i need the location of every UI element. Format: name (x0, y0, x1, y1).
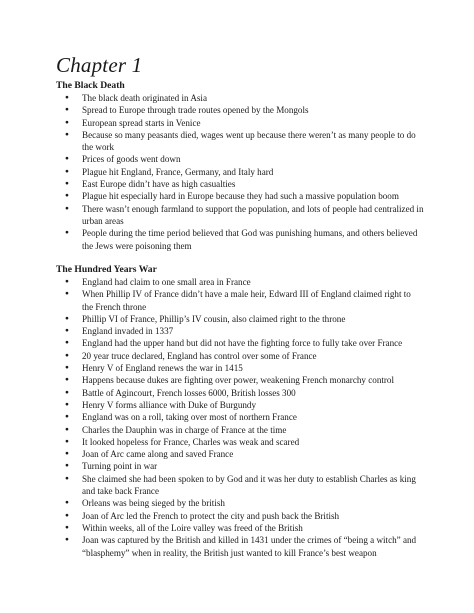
list-item: ● Joan was captured by the British and killed in 1431 under the crimes of “being a witch” and “blasphemy” when in reality, the British just wanted to kill France’s best weapon (56, 534, 424, 559)
list-item: ● Spread to Europe through trade routes opened by the Mongols (56, 104, 424, 116)
black-death-bullet-list (56, 92, 424, 252)
list-item: ● Charles the Dauphin was in charge of France at the time (56, 424, 424, 436)
section-heading-hundred-years-war: The Hundred Years War (56, 264, 157, 275)
list-item: ● When Phillip IV of France didn’t have a male heir, Edward III of England claimed right to the French throne (56, 288, 424, 313)
list-item: ● She claimed she had been spoken to by God and it was her duty to establish Charles as king and take back France (56, 473, 424, 498)
list-item: ● People during the time period believed that God was punishing humans, and others believed the Jews were poisoning them (56, 227, 424, 252)
list-item: ● There wasn’t enough farmland to support the population, and lots of people had centralized in urban areas (56, 203, 424, 228)
list-item: ● Phillip VI of France, Phillip’s IV cousin, also claimed right to the throne (56, 313, 424, 325)
list-item: ● England invaded in 1337 (56, 325, 424, 337)
list-item: ● European spread starts in Venice (56, 117, 424, 129)
list-item: ● Prices of goods went down (56, 153, 424, 165)
list-item: ● Within weeks, all of the Loire valley was freed of the British (56, 522, 424, 534)
list-item: ● Henry V of England renews the war in 1415 (56, 362, 424, 374)
list-item: ● East Europe didn’t have as high casualties (56, 178, 424, 190)
list-item: ● Plague hit especially hard in Europe because they had such a massive population boom (56, 190, 424, 202)
list-item: ● Happens because dukes are fighting over power, weakening French monarchy control (56, 374, 424, 386)
list-item: ● Joan of Arc led the French to protect the city and push back the British (56, 510, 424, 522)
list-item: ● Orleans was being sieged by the british (56, 497, 424, 509)
list-item: ● It looked hopeless for France, Charles was weak and scared (56, 436, 424, 448)
list-item: ● Battle of Agincourt, French losses 6000, British losses 300 (56, 387, 424, 399)
section-heading-black-death: The Black Death (56, 80, 125, 91)
list-item: ● Because so many peasants died, wages went up because there weren’t as many people to do the work (56, 129, 424, 154)
chapter-title: Chapter 1 (56, 53, 143, 77)
hundred-years-war-bullet-list (56, 276, 424, 559)
list-item: ● England had claim to one small area in France (56, 276, 424, 288)
list-item: ● Henry V forms alliance with Duke of Burgundy (56, 399, 424, 411)
list-item: ● England was on a roll, taking over most of northern France (56, 411, 424, 423)
list-item: ● Turning point in war (56, 460, 424, 472)
list-item: ● The black death originated in Asia (56, 92, 424, 104)
list-item: ● 20 year truce declared, England has control over some of France (56, 350, 424, 362)
list-item: ● Plague hit England, France, Germany, and Italy hard (56, 166, 424, 178)
list-item: ● England had the upper hand but did not have the fighting force to fully take over France (56, 337, 424, 349)
list-item: ● Joan of Arc came along and saved France (56, 448, 424, 460)
